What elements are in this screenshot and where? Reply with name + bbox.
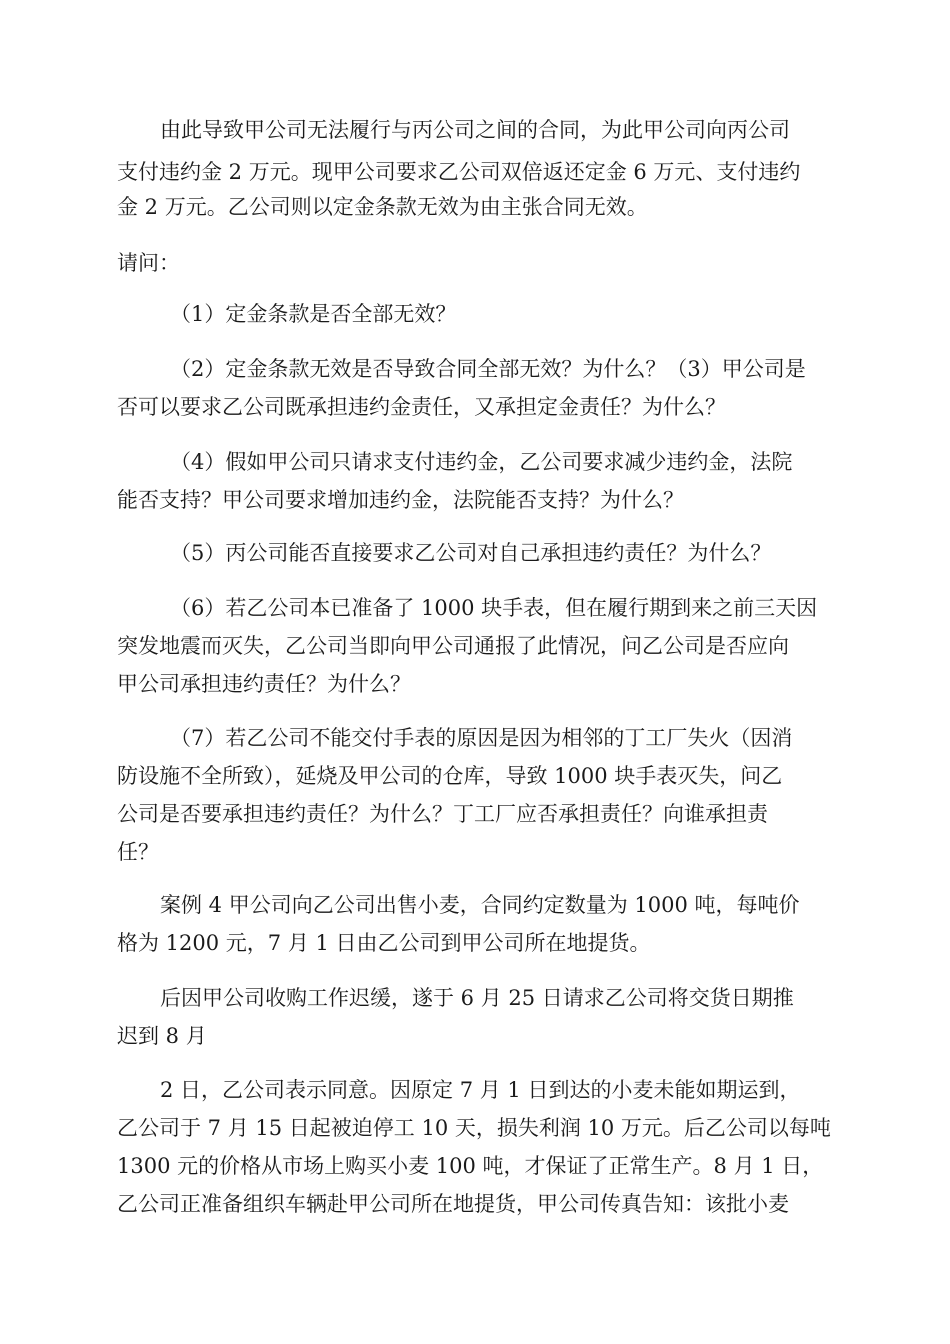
text-line: 金 2 万元。乙公司则以定金条款无效为由主张合同无效。 (117, 195, 648, 219)
text-line: （2）定金条款无效是否导致合同全部无效？为什么？（3）甲公司是 (170, 357, 806, 381)
text-line: （1）定金条款是否全部无效？ (170, 302, 457, 326)
text-line: 能否支持？甲公司要求增加违约金，法院能否支持？为什么？ (117, 488, 684, 512)
text-line: （7）若乙公司不能交付手表的原因是因为相邻的丁工厂失火（因消 (170, 726, 793, 750)
text-line: 请问： (117, 251, 180, 275)
text-line: 由此导致甲公司无法履行与丙公司之间的合同，为此甲公司向丙公司 (160, 118, 790, 142)
text-line: 后因甲公司收购工作迟缓，遂于 6 月 25 日请求乙公司将交货日期推 (160, 986, 794, 1010)
text-line: （5）丙公司能否直接要求乙公司对自己承担违约责任？为什么？ (170, 541, 772, 565)
text-line: 突发地震而灭失，乙公司当即向甲公司通报了此情况，问乙公司是否应向 (117, 634, 789, 658)
text-line: （4）假如甲公司只请求支付违约金，乙公司要求减少违约金，法院 (170, 450, 793, 474)
text-line: 1300 元的价格从市场上购买小麦 100 吨，才保证了正常生产。8 月 1 日， (117, 1154, 824, 1178)
text-line: 乙公司正准备组织车辆赴甲公司所在地提货，甲公司传真告知：该批小麦 (117, 1192, 789, 1216)
text-line: 乙公司于 7 月 15 日起被迫停工 10 天，损失利润 10 万元。后乙公司以每吨 (117, 1116, 831, 1140)
text-line: 防设施不全所致），延烧及甲公司的仓库，导致 1000 块手表灭失，问乙 (117, 764, 783, 788)
text-line: 甲公司承担违约责任？为什么？ (117, 672, 411, 696)
text-line: 否可以要求乙公司既承担违约金责任，又承担定金责任？为什么？ (117, 395, 726, 419)
text-line: 格为 1200 元，7 月 1 日由乙公司到甲公司所在地提货。 (117, 931, 651, 955)
text-line: 任？ (117, 840, 159, 864)
text-line: （6）若乙公司本已准备了 1000 块手表，但在履行期到来之前三天因 (170, 596, 818, 620)
text-line: 公司是否要承担违约责任？为什么？丁工厂应否承担责任？向谁承担责 (117, 802, 768, 826)
text-line: 支付违约金 2 万元。现甲公司要求乙公司双倍返还定金 6 万元、支付违约 (117, 160, 801, 184)
text-line: 2 日，乙公司表示同意。因原定 7 月 1 日到达的小麦未能如期运到， (160, 1078, 801, 1102)
text-line: 迟到 8 月 (117, 1024, 207, 1048)
text-line: 案例 4 甲公司向乙公司出售小麦，合同约定数量为 1000 吨，每吨价 (160, 893, 800, 917)
